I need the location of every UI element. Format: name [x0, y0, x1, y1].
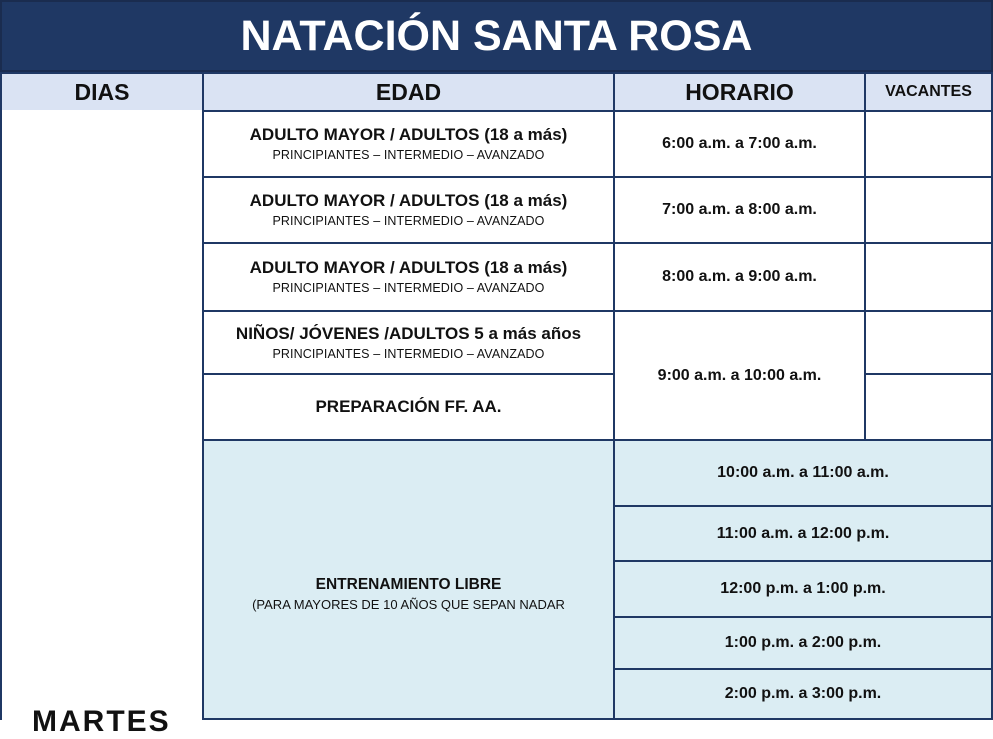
time-1: 6:00 a.m. a 7:00 a.m.: [662, 135, 817, 152]
age-cell-5: [202, 373, 615, 441]
age-cell-2: [202, 176, 615, 244]
free-training-note: (PARA MAYORES DE 10 AÑOS QUE SEPAN NADAR: [252, 596, 565, 612]
age-sub-3: PRINCIPIANTES – INTERMEDIO – AVANZADO: [272, 281, 545, 295]
free-time-3: 12:00 p.m. a 1:00 p.m.: [720, 580, 886, 597]
time-3: 8:00 a.m. a 9:00 a.m.: [662, 268, 817, 285]
vacancy-cell-5: [864, 373, 993, 441]
time-cell-3: [613, 242, 866, 312]
time-cell-2: [613, 176, 866, 244]
time-cell-1: [613, 110, 866, 178]
day-column: [0, 110, 204, 720]
free-time-cell-4: [613, 616, 993, 670]
age-main-3: ADULTO MAYOR / ADULTOS (18 a más): [249, 258, 568, 277]
free-time-cell-5: [613, 668, 993, 720]
schedule-title-text: NATACIÓN SANTA ROSA: [240, 11, 753, 60]
time-2: 7:00 a.m. a 8:00 a.m.: [662, 201, 817, 218]
time-4: 9:00 a.m. a 10:00 a.m.: [657, 366, 822, 384]
vacancy-cell-1: [864, 110, 993, 178]
free-time-cell-3: [613, 560, 993, 618]
header-horario-label: HORARIO: [685, 78, 794, 105]
age-main-1: ADULTO MAYOR / ADULTOS (18 a más): [249, 125, 568, 144]
header-horario: [613, 72, 866, 112]
age-cell-3: [202, 242, 615, 312]
header-vacantes: [864, 72, 993, 112]
header-dias-label: DIAS: [74, 78, 130, 105]
age-cell-4: [202, 310, 615, 375]
free-time-cell-1: [613, 439, 993, 507]
schedule-title: [0, 0, 993, 72]
free-time-5: 2:00 p.m. a 3:00 p.m.: [724, 685, 882, 702]
free-training-cell: [202, 439, 615, 720]
header-vacantes-label: VACANTES: [885, 83, 972, 100]
age-sub-1: PRINCIPIANTES – INTERMEDIO – AVANZADO: [272, 148, 545, 162]
header-edad: [202, 72, 615, 112]
free-time-2: 11:00 a.m. a 12:00 p.m.: [716, 524, 890, 542]
age-sub-4: PRINCIPIANTES – INTERMEDIO – AVANZADO: [272, 346, 545, 361]
free-time-cell-2: [613, 505, 993, 562]
header-dias: [0, 72, 204, 112]
age-main-5: PREPARACIÓN FF. AA.: [315, 397, 502, 416]
day-label: MARTES: [32, 705, 171, 738]
age-cell-1: [202, 110, 615, 178]
age-sub-2: PRINCIPIANTES – INTERMEDIO – AVANZADO: [272, 214, 545, 228]
time-cell-4: [613, 310, 866, 441]
vacancy-cell-3: [864, 242, 993, 312]
age-main-2: ADULTO MAYOR / ADULTOS (18 a más): [249, 191, 568, 210]
header-edad-label: EDAD: [375, 78, 442, 105]
vacancy-cell-4: [864, 310, 993, 375]
age-main-4: NIÑOS/ JÓVENES /ADULTOS 5 a más años: [235, 323, 582, 343]
free-training-title: ENTRENAMIENTO LIBRE: [315, 575, 502, 593]
free-time-1: 10:00 a.m. a 11:00 a.m.: [717, 464, 889, 481]
vacancy-cell-2: [864, 176, 993, 244]
free-time-4: 1:00 p.m. a 2:00 p.m.: [724, 634, 882, 651]
